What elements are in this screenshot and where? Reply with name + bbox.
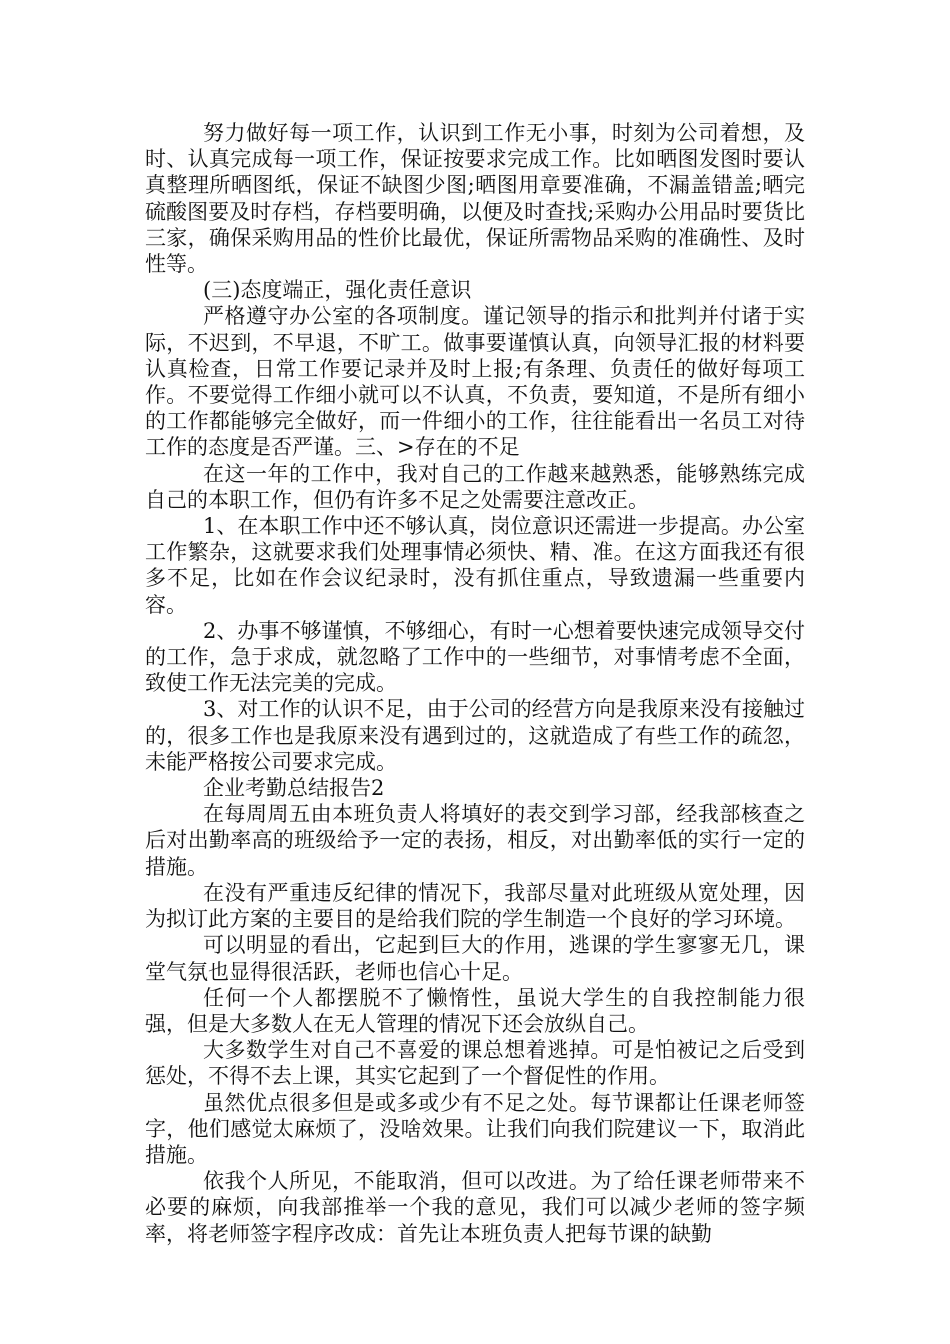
list-item: 3、对工作的认识不足，由于公司的经营方向是我原来没有接触过的，很多工作也是我原来没有遇到过的，这就造成了有些工作的疏忽，未能严格按公司要求完成。	[145, 697, 805, 774]
paragraph: 在每周周五由本班负责人将填好的表交到学习部，经我部核查之后对出勤率高的班级给予一定的表扬，相反，对出勤率低的实行一定的措施。	[145, 802, 805, 879]
paragraph: 在这一年的工作中，我对自己的工作越来越熟悉，能够熟练完成自己的本职工作，但仍有许多不足之处需要注意改正。	[145, 461, 805, 512]
report-title: 企业考勤总结报告2	[203, 776, 385, 801]
paragraph: 努力做好每一项工作，认识到工作无小事，时刻为公司着想，及时、认真完成每一项工作，保证按要求完成工作。比如晒图发图时要认真整理所晒图纸，保证不缺图少图;晒图用章要准确，不漏盖错盖;晒完硫酸图要及时存档，存档要明确，以便及时查找;采购办公用品时要货比三家，确保采购用品的性价比最优，保证所需物品采购的准确性、及时性等。	[145, 121, 805, 277]
paragraph: 在没有严重违反纪律的情况下，我部尽量对此班级从宽处理，因为拟订此方案的主要目的是给我们院的学生制造一个良好的学习环境。	[145, 880, 805, 932]
paragraph: 任何一个人都摆脱不了懒惰性，虽说大学生的自我控制能力很强，但是大多数人在无人管理的情况下还会放纵自己。	[145, 985, 805, 1036]
paragraph: 可以明显的看出，它起到巨大的作用，逃课的学生寥寥无几，课堂气氛也显得很活跃，老师也信心十足。	[145, 933, 805, 984]
paragraph: 依我个人所见，不能取消，但可以改进。为了给任课老师带来不必要的麻烦，向我部推举一个我的意见，我们可以减少老师的签字频率，将老师签字程序改成：首先让本班负责人把每节课的缺勤	[145, 1169, 805, 1246]
paragraph: 大多数学生对自己不喜爱的课总想着逃掉。可是怕被记之后受到惩处，不得不去上课，其实它起到了一个督促性的作用。	[145, 1038, 805, 1089]
list-item: 2、办事不够谨慎，不够细心，有时一心想着要快速完成领导交付的工作，急于求成，就忽略了工作中的一些细节，对事情考虑不全面，致使工作无法完美的完成。	[145, 618, 805, 696]
paragraph: 严格遵守办公室的各项制度。谨记领导的指示和批判并付诸于实际，不迟到，不早退，不旷工。做事要谨慎认真，向领导汇报的材料要认真检查，日常工作要记录并及时上报;有条理、负责任的做好每项工作。不要觉得工作细小就可以不认真，不负责，要知道，不是所有细小的工作都能够完全做好，而一件细小的工作，往往能看出一名员工对待工作的态度是否严谨。三、>存在的不足	[145, 304, 805, 460]
list-item: 1、在本职工作中还不够认真，岗位意识还需进一步提高。办公室工作繁杂，这就要求我们处理事情必须快、精、准。在这方面我还有很多不足，比如在作会议纪录时，没有抓住重点，导致遗漏一些重要内容。	[145, 514, 805, 617]
document-body	[145, 120, 805, 1247]
section-heading: (三)态度端正，强化责任意识	[203, 278, 472, 303]
paragraph: 虽然优点很多但是或多或少有不足之处。每节课都让任课老师签字，他们感觉太麻烦了，没啥效果。让我们向我们院建议一下，取消此措施。	[145, 1090, 805, 1167]
